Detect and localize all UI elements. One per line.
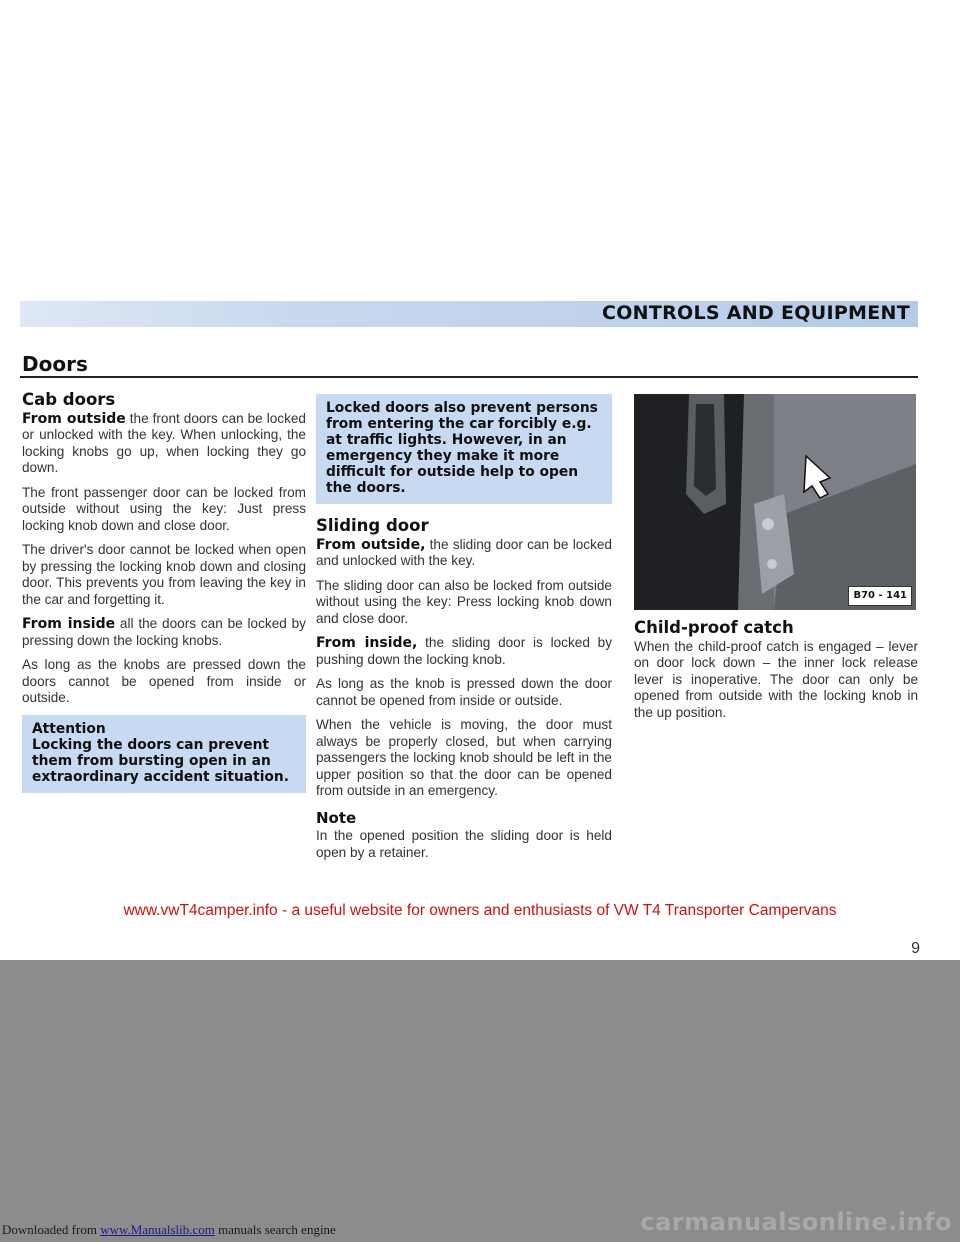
- cab-doors-paragraph-5: As long as the knobs are pressed down the doors cannot be opened from inside or outside.: [22, 657, 306, 705]
- column-cab-doors: [22, 392, 306, 803]
- lead-from-outside-sliding: From outside,: [316, 536, 426, 553]
- sliding-paragraph-5: When the vehicle is moving, the door must always be properly closed, but when carrying passengers the locking knob should be left in the upper position so that the door can be opened from outside in an emergency.: [316, 717, 612, 798]
- door-lock-illustration: [634, 394, 916, 610]
- child-proof-text: When the child-proof catch is engaged – lever on door lock down – the inner lock release lever is inoperative. The door can only be opened from outside with the locking knob in the up position.: [634, 638, 918, 720]
- website-line: www.vwT4camper.info - a useful website for owners and enthusiasts of VW T4 Transporter Campervans: [123, 902, 837, 919]
- cab-doors-paragraph-1: From outside the front doors can be locked or unlocked with the key. When unlocking, the locking knobs go up, when locking they go down.: [22, 410, 306, 475]
- cab-doors-paragraph-3: The driver's door cannot be locked when open by pressing the locking knob down and closing door. This prevents you from leaving the key in the car and forgetting it.: [22, 542, 306, 607]
- sliding-paragraph-2: The sliding door can also be locked from outside without using the key: Press locking knob down and close door.: [316, 577, 612, 626]
- sliding-paragraph-1: From outside, the sliding door can be locked and unlocked with the key.: [316, 536, 612, 568]
- sliding-door-heading: Sliding door: [316, 516, 429, 535]
- info-box-locked-doors: Locked doors also prevent persons from entering the car forcibly e.g. at traffic lights. However, in an emergency they make it more difficult for outside help to open the doors.: [316, 394, 612, 504]
- note-heading: Note: [316, 808, 357, 827]
- cab-doors-paragraph-4: From inside all the doors can be locked by pressing down the locking knobs.: [22, 616, 306, 648]
- door-lock-photo: [634, 394, 916, 610]
- scan-bottom-band: [0, 960, 960, 1242]
- watermark: carmanualsonline.info: [640, 1208, 952, 1236]
- lead-from-inside-sliding: From inside,: [316, 635, 418, 651]
- photo-code: B70 - 141: [848, 586, 912, 607]
- attention-text: Locking the doors can prevent them from bursting open in an extraordinary accident situation.: [32, 736, 289, 785]
- header-title: CONTROLS AND EQUIPMENT: [601, 302, 910, 324]
- attention-box: [22, 715, 306, 793]
- downloaded-from-line: Downloaded from www.Manualslib.com manuals search engine: [2, 1222, 336, 1237]
- section-title: Doors: [22, 352, 88, 376]
- column-child-proof: [634, 394, 918, 729]
- cab-doors-paragraph-2: The front passenger door can be locked from outside without using the key: Just press locking knob down and close door.: [22, 484, 306, 533]
- lead-from-inside: From inside: [22, 616, 116, 632]
- note-text: In the opened position the sliding door is held open by a retainer.: [316, 828, 612, 860]
- column-sliding-door: [316, 394, 612, 869]
- section-rule: [20, 376, 918, 378]
- page-number: 9: [911, 940, 920, 957]
- lead-from-outside: From outside: [22, 410, 126, 427]
- manualslib-link[interactable]: www.Manualslib.com: [100, 1222, 215, 1237]
- child-proof-heading: Child-proof catch: [634, 618, 794, 637]
- sliding-paragraph-4: As long as the knob is pressed down the door cannot be opened from inside or outside.: [316, 676, 612, 708]
- attention-title: Attention: [32, 720, 106, 737]
- header-bar: [20, 301, 918, 327]
- cab-doors-heading: Cab doors: [22, 390, 116, 409]
- sliding-paragraph-3: From inside, the sliding door is locked by pushing down the locking knob.: [316, 635, 612, 667]
